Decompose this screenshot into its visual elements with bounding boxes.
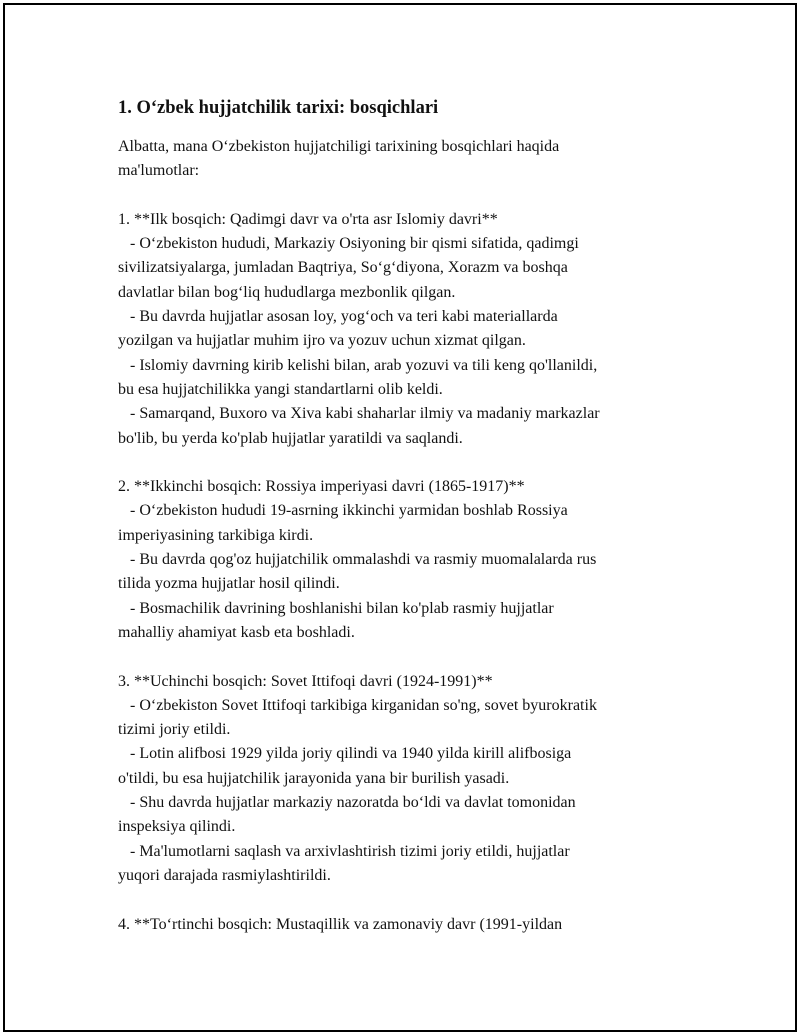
document-content: [118, 96, 688, 937]
document-title: 1. O‘zbek hujjatchilik tarixi: bosqichlari: [118, 98, 439, 118]
document-body: Albatta, mana O‘zbekiston hujjatchiligi tarixining bosqichlari haqida ma'lumotlar: 1. **Ilk bosqich: Qadimgi davr va o'rta asr Islomiy davri** - O‘zbekiston hududi, Markaziy Osiyoning bir qismi sifatida, qadimgi sivilizatsiyalarga, jumladan Baqtriya, So‘g‘diyona, Xorazm va boshqa davlatlar bilan bog‘liq hududlarga mezbonlik qilgan. - Bu davrda hujjatlar asosan loy, yog‘och va teri kabi materiallarda yozilgan va hujjatlar muhim ijro va yozuv uchun xizmat qilgan. - Islomiy davrning kirib kelishi bilan, arab yozuvi va tili keng qo'llanildi, bu esa hujjatchilikka yangi standartlarni olib keldi. - Samarqand, Buxoro va Xiva kabi shaharlar ilmiy va madaniy markazlar bo'lib, bu yerda ko'plab hujjatlar yaratildi va saqlandi. 2. **Ikkinchi bosqich: Rossiya imperiyasi davri (1865-1917)** - O‘zbekiston hududi 19-asrning ikkinchi yarmidan boshlab Rossiya imperiyasining tarkibiga kirdi. - Bu davrda qog'oz hujjatchilik ommalashdi va rasmiy muomalalarda rus tilida yozma hujjatlar hosil qilindi. - Bosmachilik davrining boshlanishi bilan ko'plab rasmiy hujjatlar mahalliy ahamiyat kasb eta boshladi. 3. **Uchinchi bosqich: Sovet Ittifoqi davri (1924-1991)** - O‘zbekiston Sovet Ittifoqi tarkibiga kirganidan so'ng, sovet byurokratik tizimi joriy etildi. - Lotin alifbosi 1929 yilda joriy qilindi va 1940 yilda kirill alifbosiga o'tildi, bu esa hujjatchilik jarayonida yana bir burilish yasadi. - Shu davrda hujjatlar markaziy nazoratda bo‘ldi va davlat tomonidan inspeksiya qilindi. - Ma'lumotlarni saqlash va arxivlashtirish tizimi joriy etildi, hujjatlar yuqori darajada rasmiylashtirildi. 4. **To‘rtinchi bosqich: Mustaqillik va zamonaviy davr (1991-yildan: [118, 138, 600, 933]
